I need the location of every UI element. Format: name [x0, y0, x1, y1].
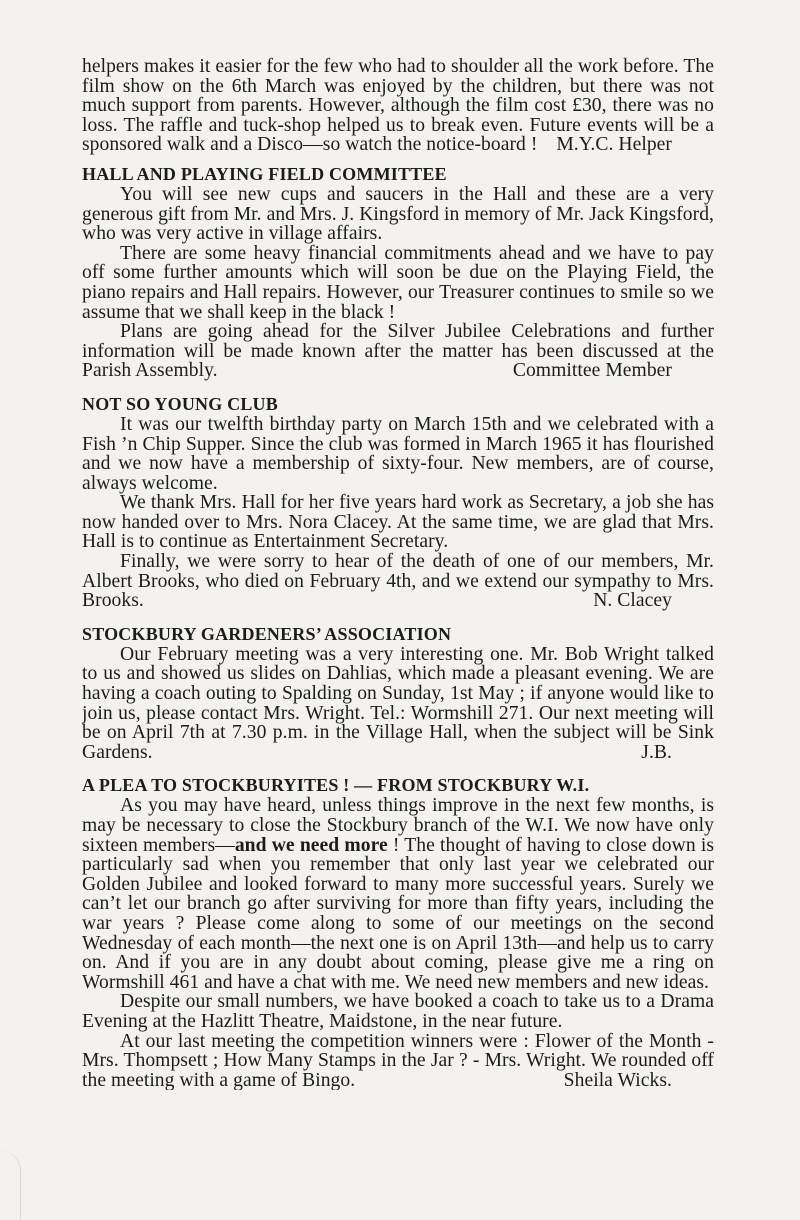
gardeners-signature: J.B.	[641, 741, 672, 763]
hall-paragraph-1: You will see new cups and saucers in the Hall and these are a very generous gift from Mr. and Mrs. J. Kingsford in memory of Mr. Jack Kingsford, who was very active in village affairs.	[82, 183, 714, 245]
gardeners-heading: STOCKBURY GARDENERS’ ASSOCIATION	[82, 623, 452, 644]
club-heading: NOT SO YOUNG CLUB	[82, 393, 278, 414]
wi-paragraph-3: At our last meeting the competition winners were : Flower of the Month - Mrs. Thompsett ; How Many Stamps in the Jar ? - Mrs. Wright. We rounded off the meeting with a game of Bingo. Sheila Wicks.	[82, 1031, 714, 1091]
intro-signature: M.Y.C. Helper	[556, 134, 672, 155]
hall-paragraph-2: There are some heavy financial commitments ahead and we have to pay off some further amounts which will soon be due on the Playing Field, the piano repairs and Hall repairs. However, our Treasurer continues to smile so we assume that we shall keep in the black !	[82, 242, 714, 323]
hall-heading: HALL AND PLAYING FIELD COMMITTEE	[82, 163, 447, 184]
wi-heading: A PLEA TO STOCKBURYITES ! — FROM STOCKBURY W.I.	[82, 775, 590, 796]
gardeners-paragraph-1: Our February meeting was a very interesting one. Mr. Bob Wright talked to us and showed us slides on Dahlias, which made a pleasant evening. We are having a coach outing to Spalding on Sunday, 1st May ; if anyone would like to join us, please contact Mrs. Wright. Tel.: Wormshill 271. Our next meeting will be on April 7th at 7.30 p.m. in the Village Hall, when the subject will be Sink Gardens. J.B.	[82, 644, 714, 763]
wi-paragraph-1-start: As you may have heard, unless things improve in the next few months, is may be necessary to close the Stockbury branch of the W.I. We now have only sixteen members—	[82, 795, 714, 856]
club-paragraph-3: Finally, we were sorry to hear of the death of one of our members, Mr. Albert Brooks, who died on February 4th, and we extend our sympathy to Mrs. Brooks. N. Clacey	[82, 552, 714, 611]
wi-emphasis: and we need more	[234, 834, 388, 856]
gardeners-section	[82, 624, 714, 763]
club-section	[82, 394, 714, 611]
intro-paragraph	[82, 57, 714, 155]
club-paragraph-2: We thank Mrs. Hall for her five years hard work as Secretary, a job she has now handed over to Mrs. Nora Clacey. At the same time, we are glad that Mrs. Hall is to continue as Entertainment Secretary.	[82, 492, 714, 553]
club-signature: N. Clacey	[593, 590, 672, 611]
intro-section	[82, 57, 714, 155]
wi-paragraph-1-end: ! The thought of having to close down is particularly sad when you remember that only last year we celebrated our Golden Jubilee and looked forward to many more successful years. Surely we can’t let our branch go after surviving for more than fifty years, including the war years ? Please come along to some of our meetings on the second Wednesday of each month—the next one is on April 13th—and help us to carry on. And if you are in any doubt about coming, please give me a ring on Wormshill 461 and have a chat with me. We need new members and new ideas.	[82, 834, 714, 993]
hall-signature: Committee Member	[512, 360, 672, 381]
intro-text: helpers makes it easier for the few who had to shoulder all the work before. The film show on the 6th March was enjoyed by the children, but there was not much support from parents. However, although the film cost £30, there was no loss. The raffle and tuck-shop helped us to break even. Future events will be a sponsored walk and a Disco—so watch the notice-board !	[82, 57, 714, 155]
hall-paragraph-3: Plans are going ahead for the Silver Jubilee Celebrations and further information will be made known after the matter has been discussed at the Parish Assembly. Committee Member	[82, 322, 714, 381]
page-edge-mark	[0, 1150, 21, 1220]
hall-section	[82, 164, 714, 381]
club-paragraph-1: It was our twelfth birthday party on March 15th and we celebrated with a Fish ’n Chip Supper. Since the club was formed in March 1965 it has flourished and we now have a membership of sixty-four. New members, are of course, always welcome.	[82, 413, 714, 494]
wi-signature: Sheila Wicks.	[563, 1069, 672, 1091]
wi-section	[82, 775, 714, 1090]
wi-paragraph-2: Despite our small numbers, we have booked a coach to take us to a Drama Evening at the Hazlitt Theatre, Maidstone, in the near future.	[82, 991, 714, 1032]
wi-paragraph-1	[82, 796, 714, 992]
